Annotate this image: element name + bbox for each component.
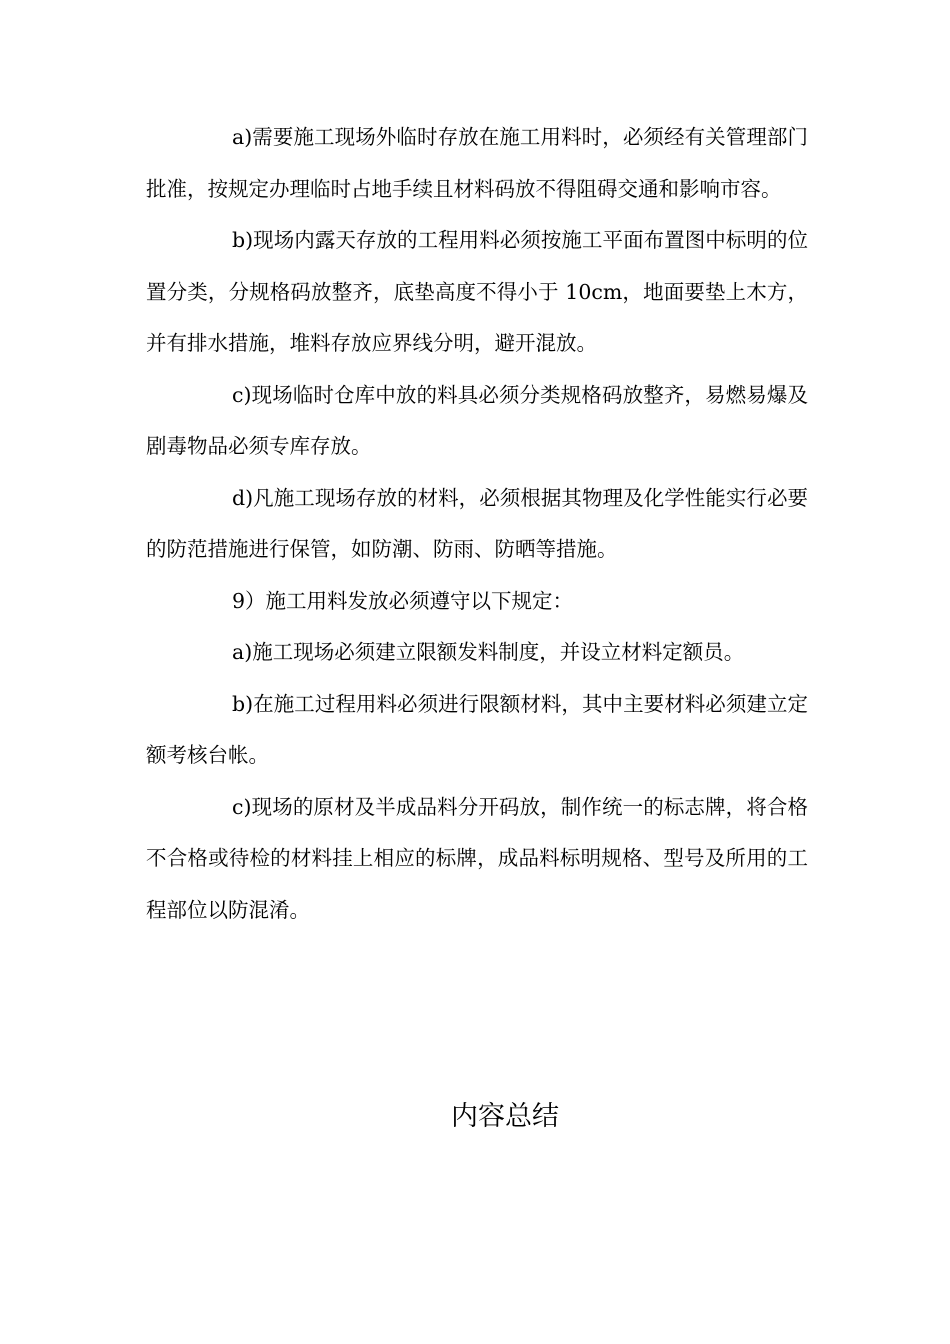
paragraph-labeling: c)现场的原材及半成品料分开码放，制作统一的标志牌，将合格不合格或待检的材料挂上相应的标牌，成品料标明规格、型号及所用的工程部位以防混淆。 [146, 794, 808, 922]
paragraph-open-air-storage: b)现场内露天存放的工程用料必须按施工平面布置图中标明的位置分类，分规格码放整齐，底垫高度不得小于 10cm，地面要垫上木方，并有排水措施，堆料存放应界线分明，避开混放。 [146, 228, 808, 355]
paragraph-issuance-rules-heading: 9）施工用料发放必须遵守以下规定： [232, 588, 574, 613]
paragraph-quota-system: a)施工现场必须建立限额发料制度，并设立材料定额员。 [232, 640, 745, 664]
paragraph-protective-measures: d)凡施工现场存放的材料，必须根据其物理及化学性能实行必要的防范措施进行保管，如防潮、防雨、防晒等措施。 [146, 485, 808, 561]
paragraph-temporary-warehouse: c)现场临时仓库中放的料具必须分类规格码放整齐，易燃易爆及剧毒物品必须专库存放。 [146, 382, 808, 458]
paragraph-storage-outside-site: a)需要施工现场外临时存放在施工用料时，必须经有关管理部门批准，按规定办理临时占地手续且材料码放不得阻碍交通和影响市容。 [146, 125, 808, 201]
document-body [146, 112, 808, 936]
paragraph-quota-materials: b)在施工过程用料必须进行限额材料，其中主要材料必须建立定额考核台帐。 [146, 691, 808, 767]
summary-title: 内容总结 [451, 1101, 559, 1132]
